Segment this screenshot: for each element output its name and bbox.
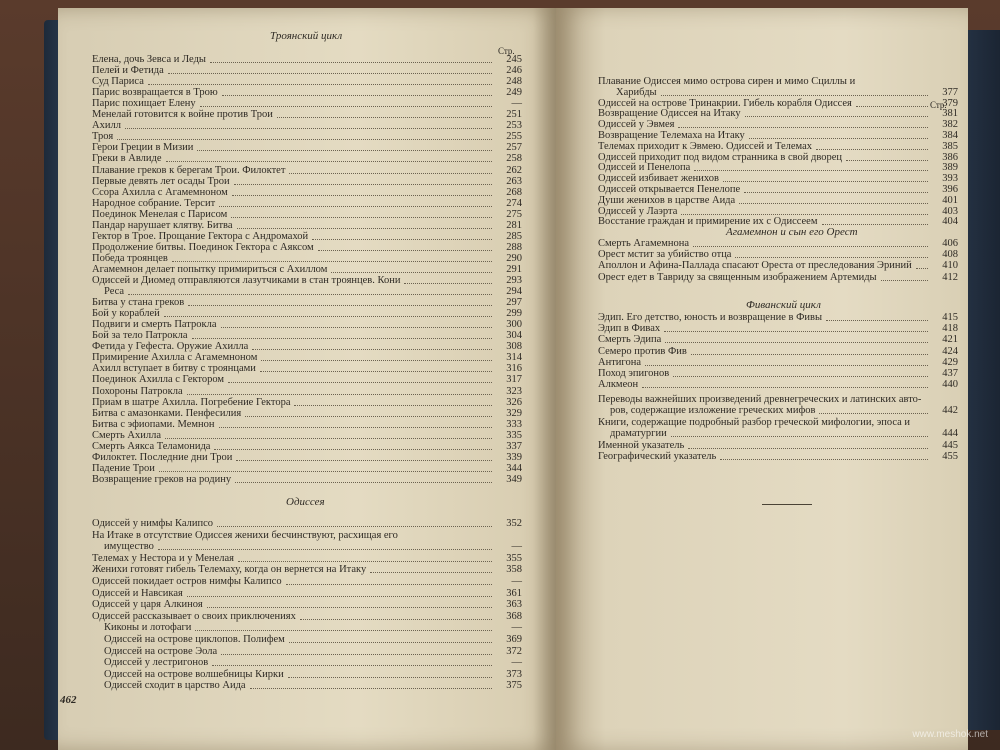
- toc-leader-dots: [235, 474, 492, 483]
- toc-entry: [92, 680, 522, 692]
- toc-entry: [92, 611, 522, 623]
- page-column-label: Стр.: [498, 46, 515, 56]
- toc-leader-dots: [745, 108, 928, 117]
- toc-leader-dots: [117, 131, 492, 140]
- toc-entry-title: Суд Париса: [92, 76, 144, 88]
- toc-entry-title: Ахилл вступает в битву с троянцами: [92, 363, 256, 375]
- toc-entry: [598, 312, 958, 324]
- toc-entry-page: 410: [942, 260, 958, 272]
- toc-entry-title: Одиссей и Пенелопа: [598, 162, 691, 174]
- toc-leader-dots: [318, 242, 492, 251]
- toc-leader-dots: [819, 405, 928, 414]
- toc-leader-dots: [681, 206, 928, 215]
- toc-entry-title: Филоктет. Последние дни Трои: [92, 451, 233, 463]
- toc-entry-title: Возвращение Одиссея на Итаку: [598, 108, 741, 120]
- toc-entry: [598, 238, 958, 250]
- toc-entry-page: —: [511, 98, 522, 110]
- toc-entry-page: 262: [506, 164, 522, 176]
- toc-entry: [92, 553, 522, 565]
- toc-entry-page: —: [511, 576, 522, 587]
- toc-entry-page: 333: [506, 418, 522, 430]
- toc-entry-page: 299: [506, 308, 522, 320]
- toc-entry-title: Агамемнон делает попытку примириться с Ахиллом: [92, 263, 328, 275]
- toc-entry-page: 255: [506, 131, 522, 143]
- toc-leader-dots: [846, 152, 928, 161]
- toc-entry-title: Парис похищает Елену: [92, 98, 196, 110]
- toc-entry-page: 339: [506, 451, 522, 463]
- toc-entry-page: 404: [942, 216, 958, 228]
- toc-entry: [92, 530, 522, 542]
- toc-leader-dots: [300, 611, 492, 620]
- toc-entry-page: 403: [942, 205, 958, 217]
- toc-entry-title: Троя: [92, 131, 114, 143]
- toc-leader-dots: [312, 231, 492, 240]
- toc-entry-title: Елена, дочь Зевса и Леды: [92, 54, 206, 65]
- toc-entry-title: Одиссей у Эвмея: [598, 119, 675, 131]
- toc-leader-dots: [678, 119, 928, 128]
- toc-leader-dots: [234, 176, 492, 185]
- toc-entry-page: 246: [506, 65, 522, 77]
- toc-entry: [92, 657, 522, 669]
- toc-entry-title: Возвращение греков на родину: [92, 473, 232, 485]
- toc-leader-dots: [197, 142, 492, 151]
- toc-entry-title: Орест едет в Тавриду за священным изображением Артемиды: [598, 271, 877, 283]
- toc-entry-page: 406: [942, 238, 958, 249]
- toc-leader-dots: [188, 297, 492, 306]
- toc-entry-title: Поход эпигонов: [598, 368, 670, 379]
- toc-entry-page: 288: [506, 241, 522, 253]
- toc-leader-dots: [192, 330, 492, 339]
- toc-leader-dots: [219, 419, 492, 428]
- toc-leader-dots: [200, 98, 492, 107]
- toc-leader-dots: [671, 428, 928, 437]
- toc-entry-page: 349: [506, 473, 522, 485]
- toc-entry-title: Смерть Агамемнона: [598, 238, 690, 249]
- toc-leader-dots: [856, 98, 928, 107]
- toc-leader-dots: [826, 312, 928, 321]
- toc-entry-title: Антигона: [598, 356, 641, 368]
- toc-entry-title: Ссора Ахилла с Агамемноном: [92, 186, 228, 198]
- toc-entry-title: Бой у кораблей: [92, 308, 160, 320]
- toc-leader-dots: [238, 553, 492, 562]
- toc-leader-dots: [236, 452, 492, 461]
- toc-entry-title: Бой за тело Патрокла: [92, 330, 188, 342]
- toc-entry-title: Похороны Патрокла: [92, 385, 183, 397]
- toc-entry-page: 437: [942, 368, 958, 379]
- toc-entry-page: 285: [506, 230, 522, 242]
- toc-entry: [598, 323, 958, 335]
- toc-leader-dots: [210, 54, 492, 63]
- toc-leader-dots: [231, 209, 492, 218]
- toc-entry-title: Фетида у Гефеста. Оружие Ахилла: [92, 341, 249, 353]
- toc-leader-dots: [693, 238, 928, 247]
- toc-entry: [92, 622, 522, 634]
- toc-entry-title: Греки в Авлиде: [92, 153, 162, 165]
- toc-entry-title: драматургии: [610, 428, 667, 440]
- toc-leader-dots: [294, 397, 492, 406]
- toc-entry-page: 323: [506, 385, 522, 397]
- toc-entry-title: Киконы и лотофаги: [104, 622, 192, 634]
- toc-leader-dots: [744, 184, 928, 193]
- toc-entry-title: Одиссей у нимфы Калипсо: [92, 518, 214, 529]
- watermark: www.meshok.net: [912, 729, 988, 740]
- toc-leader-dots: [195, 622, 492, 631]
- toc-entry: [598, 379, 958, 391]
- toc-leader-dots: [694, 162, 928, 171]
- toc-entry-page: 253: [506, 120, 522, 132]
- toc-entry-page: 444: [942, 428, 958, 440]
- toc-leader-dots: [739, 195, 928, 204]
- page-column-label-right: Стр.: [930, 100, 947, 110]
- toc-entry-title: Орест мстит за убийство отца: [598, 249, 732, 261]
- toc-leader-dots: [822, 216, 928, 225]
- toc-entry: [598, 440, 958, 452]
- toc-leader-dots: [219, 198, 492, 207]
- toc-entry-title: Одиссей на острове волшебницы Кирки: [104, 668, 284, 680]
- right-page: [556, 8, 968, 750]
- toc-entry-title: Географический указатель: [598, 451, 717, 462]
- toc-entry-title: Пелей и Фетида: [92, 65, 164, 77]
- toc-leader-dots: [207, 599, 492, 608]
- toc-entry-title: Одиссей сходит в царство Аида: [104, 680, 246, 692]
- toc-leader-dots: [250, 680, 492, 689]
- toc-entry-title: Менелай готовится к войне против Трои: [92, 109, 273, 121]
- toc-entry-page: 377: [942, 86, 958, 98]
- toc-entry-title: Битва у стана греков: [92, 297, 185, 309]
- toc-leader-dots: [642, 379, 928, 388]
- toc-leader-dots: [673, 368, 928, 377]
- toc-entry-page: 355: [506, 552, 522, 564]
- toc-leader-dots: [661, 87, 928, 96]
- toc-entry-page: 335: [506, 429, 522, 441]
- toc-entry-page: 251: [506, 109, 522, 121]
- toc-entry-title: Одиссей на острове Эола: [104, 645, 218, 657]
- toc-leader-dots: [370, 564, 492, 573]
- toc-entry-page: 393: [942, 173, 958, 185]
- toc-leader-dots: [212, 657, 492, 666]
- toc-entry-page: —: [511, 657, 522, 669]
- toc-entry-title: Поединок Ахилла с Гектором: [92, 374, 225, 386]
- toc-entry: [598, 405, 958, 417]
- toc-entry: [598, 428, 958, 440]
- toc-leader-dots: [148, 76, 492, 85]
- toc-entry-page: 290: [506, 252, 522, 264]
- toc-leader-dots: [166, 153, 492, 162]
- toc-entry-title: Восстание граждан и примирение их с Одиссеем: [598, 216, 818, 228]
- toc-entry-title: Одиссей рассказывает о своих приключениях: [92, 610, 296, 622]
- toc-entry-title: Одиссей на острове Тринакрии. Гибель корабля Одиссея: [598, 97, 852, 109]
- toc-entry-title: Одиссей у Лаэрта: [598, 205, 678, 217]
- toc-entry: [598, 346, 958, 358]
- toc-entry-page: 379: [942, 97, 958, 109]
- toc-entry-title: Именной указатель: [598, 439, 685, 451]
- toc-entry-page: 294: [506, 286, 522, 298]
- toc-entry-page: 418: [942, 323, 958, 335]
- toc-entry-page: 308: [506, 341, 522, 353]
- toc-entry-page: 317: [506, 374, 522, 386]
- toc-entry-page: 258: [506, 153, 522, 165]
- toc-entry-title: Ахилл: [92, 120, 121, 132]
- toc-leader-dots: [128, 286, 492, 295]
- toc-entry-title: Герои Греции в Мизии: [92, 142, 194, 154]
- toc-entry-page: 304: [506, 330, 522, 342]
- toc-entry-page: 314: [506, 352, 522, 364]
- toc-entry-title: Первые девять лет осады Трои: [92, 175, 230, 187]
- toc-entry: [598, 272, 958, 284]
- toc-leader-dots: [916, 260, 928, 269]
- toc-entry-title: Харибды: [616, 86, 657, 98]
- toc-entry: [92, 518, 522, 530]
- toc-entry: [598, 394, 958, 406]
- toc-leader-dots: [691, 346, 928, 355]
- toc-entry-page: 369: [506, 634, 522, 645]
- toc-entry-page: 249: [506, 87, 522, 99]
- toc-leader-dots: [645, 357, 928, 366]
- toc-entry-page: 344: [506, 462, 522, 474]
- toc-entry-page: 424: [942, 345, 958, 357]
- toc-entry-title: Одиссей приходит под видом странника в свой дворец: [598, 151, 842, 163]
- toc-entry-page: 245: [506, 54, 522, 65]
- toc-leader-dots: [735, 249, 928, 258]
- toc-entry: [598, 451, 958, 463]
- toc-entry-page: 373: [506, 668, 522, 680]
- toc-leader-dots: [261, 352, 492, 361]
- toc-entry-title: Одиссей у лестригонов: [104, 657, 209, 669]
- toc-entry-title: Смерть Ахилла: [92, 429, 162, 441]
- toc-entry-page: 352: [506, 518, 522, 529]
- left-page: [58, 8, 558, 750]
- toc-entry: [598, 260, 958, 272]
- toc-leader-dots: [221, 319, 492, 328]
- toc-entry-page: 300: [506, 319, 522, 331]
- toc-entry: [92, 474, 522, 486]
- toc-entry-page: —: [511, 622, 522, 634]
- toc-entry-title: Примирение Ахилла с Агамемноном: [92, 352, 258, 364]
- toc-entry-title: Плавание Одиссея мимо острова сирен и мимо Сциллы и: [598, 76, 856, 87]
- toc-entry-title: Книги, содержащие подробный разбор греческой мифологии, эпоса и: [598, 416, 911, 428]
- toc-leader-dots: [187, 386, 492, 395]
- toc-leader-dots: [749, 130, 928, 139]
- toc-entry-title: Смерть Эдипа: [598, 334, 662, 346]
- toc-entry-title: Смерть Аякса Теламонида: [92, 440, 211, 452]
- toc-entry-title: Падение Трои: [92, 462, 155, 474]
- toc-entry-title: Души женихов в царстве Аида: [598, 194, 736, 206]
- toc-leader-dots: [331, 264, 492, 273]
- toc-entry-page: 384: [942, 130, 958, 141]
- toc-entry-title: Телемах у Нестора и у Менелая: [92, 552, 234, 564]
- toc-entry-page: 363: [506, 599, 522, 611]
- toc-leader-dots: [289, 165, 492, 174]
- toc-entry-title: Одиссей избивает женихов: [598, 173, 719, 185]
- toc-leader-dots: [289, 634, 492, 643]
- toc-leader-dots: [165, 430, 492, 439]
- toc-entry-title: Реса: [104, 286, 125, 298]
- toc-leader-dots: [404, 275, 492, 284]
- toc-entry-title: Парис возвращается в Трою: [92, 87, 218, 99]
- toc-entry-page: 358: [506, 564, 522, 576]
- toc-entry-page: 389: [942, 162, 958, 174]
- toc-entry: [92, 541, 522, 553]
- toc-entry-title: Гектор в Трое. Прощание Гектора с Андромахой: [92, 230, 309, 242]
- toc-entry-title: имущество: [104, 541, 154, 553]
- toc-leader-dots: [245, 408, 492, 417]
- toc-entry-page: 385: [942, 140, 958, 152]
- toc-entry: [598, 249, 958, 261]
- toc-leader-dots: [277, 109, 492, 118]
- toc-entry-page: 415: [942, 312, 958, 323]
- toc-leader-dots: [221, 646, 492, 655]
- toc-leader-dots: [881, 272, 928, 281]
- toc-entry-page: 401: [942, 194, 958, 206]
- toc-entry-title: Одиссей у царя Алкиноя: [92, 599, 203, 611]
- toc-entry-title: Битва с амазонками. Пенфесилия: [92, 407, 242, 419]
- toc-entry: [598, 368, 958, 380]
- trojan-cycle-title: Троянский цикл: [270, 30, 343, 42]
- toc-leader-dots: [187, 588, 492, 597]
- toc-entry: [92, 669, 522, 681]
- toc-entry-page: 375: [506, 680, 522, 692]
- toc-leader-dots: [723, 173, 928, 182]
- toc-leader-dots: [214, 441, 492, 450]
- toc-entry-title: Продолжение битвы. Поединок Гектора с Аяксом: [92, 241, 314, 253]
- toc-leader-dots: [217, 518, 492, 527]
- toc-entry: [598, 334, 958, 346]
- toc-leader-dots: [664, 323, 928, 332]
- toc-leader-dots: [665, 334, 928, 343]
- toc-entry-page: 455: [942, 451, 958, 462]
- toc-leader-dots: [288, 669, 492, 678]
- toc-entry-title: Поединок Менелая с Парисом: [92, 208, 228, 220]
- toc-entry-page: 382: [942, 119, 958, 131]
- toc-entry-page: 372: [506, 645, 522, 657]
- toc-entry-title: Одиссей покидает остров нимфы Калипсо: [92, 576, 282, 587]
- odyssey-title: Одиссея: [286, 496, 325, 508]
- toc-leader-dots: [237, 220, 492, 229]
- toc-entry-title: Битва с эфиопами. Мемнон: [92, 418, 215, 430]
- toc-leader-dots: [164, 308, 492, 317]
- toc-entry-page: 396: [942, 184, 958, 195]
- toc-entry-page: 386: [942, 151, 958, 163]
- theban-title: Фиванский цикл: [746, 299, 821, 311]
- section-divider: [762, 504, 812, 505]
- toc-leader-dots: [286, 576, 492, 585]
- toc-entry-page: 381: [942, 108, 958, 120]
- toc-entry: [92, 564, 522, 576]
- toc-entry-title: Подвиги и смерть Патрокла: [92, 319, 217, 331]
- toc-entry-title: ров, содержащие изложение греческих мифов: [610, 405, 816, 417]
- toc-entry-title: Возвращение Телемаха на Итаку: [598, 130, 745, 141]
- toc-leader-dots: [260, 363, 492, 372]
- toc-entry-page: 316: [506, 363, 522, 375]
- toc-entry-title: На Итаке в отсутствие Одиссея женихи бесчинствуют, расхищая его: [92, 529, 398, 541]
- toc-entry-page: 291: [506, 263, 522, 275]
- toc-leader-dots: [688, 440, 928, 449]
- toc-leader-dots: [168, 65, 492, 74]
- toc-entry-page: 337: [506, 440, 522, 452]
- toc-leader-dots: [252, 341, 492, 350]
- toc-entry-page: 442: [942, 405, 958, 417]
- toc-entry-page: —: [511, 541, 522, 553]
- toc-entry: [92, 634, 522, 646]
- toc-entry-page: 421: [942, 334, 958, 346]
- toc-entry-page: 268: [506, 186, 522, 198]
- toc-entry-title: Телемах приходит к Эвмею. Одиссей и Телемах: [598, 140, 813, 152]
- toc-leader-dots: [125, 120, 492, 129]
- page-number: 462: [60, 694, 77, 706]
- toc-entry-title: Одиссей открывается Пенелопе: [598, 184, 741, 195]
- toc-entry-page: 263: [506, 175, 522, 187]
- agamemnon-title: Агамемнон и сын его Орест: [726, 226, 858, 238]
- toc-entry-page: 297: [506, 297, 522, 309]
- toc-entry-title: Семеро против Фив: [598, 345, 687, 357]
- toc-entry-page: 329: [506, 407, 522, 419]
- toc-entry-page: 368: [506, 610, 522, 622]
- toc-entry: [92, 646, 522, 658]
- toc-entry-page: 361: [506, 587, 522, 599]
- toc-entry-title: Алкмеон: [598, 379, 639, 391]
- toc-entry-page: 274: [506, 197, 522, 209]
- toc-entry-title: Народное собрание. Терсит: [92, 197, 216, 209]
- toc-entry-page: 281: [506, 219, 522, 231]
- toc-entry-page: 412: [942, 271, 958, 283]
- toc-entry: [92, 599, 522, 611]
- toc-leader-dots: [159, 463, 492, 472]
- toc-entry-title: Приам в шатре Ахилла. Погребение Гектора: [92, 396, 291, 408]
- toc-entry-title: Одиссей на острове циклопов. Полифем: [104, 634, 285, 645]
- toc-leader-dots: [816, 141, 928, 150]
- toc-leader-dots: [228, 374, 492, 383]
- toc-entry-title: Аполлон и Афина-Паллада спасают Ореста от преследования Эриний: [598, 260, 912, 272]
- toc-entry-title: Переводы важнейших произведений древнегреческих и латинских авто-: [598, 394, 922, 405]
- toc-entry-page: 429: [942, 356, 958, 368]
- toc-entry-title: Одиссей и Диомед отправляются лазутчиками в стан троянцев. Кони: [92, 275, 401, 286]
- toc-leader-dots: [222, 87, 492, 96]
- toc-entry-page: 257: [506, 142, 522, 154]
- toc-leader-dots: [232, 187, 492, 196]
- toc-entry-page: 275: [506, 208, 522, 220]
- toc-entry-title: Эдип в Фивах: [598, 323, 661, 335]
- toc-entry-page: 293: [506, 275, 522, 286]
- toc-entry: [92, 588, 522, 600]
- toc-entry-page: 440: [942, 379, 958, 391]
- toc-entry: [92, 576, 522, 588]
- toc-entry-page: 248: [506, 76, 522, 88]
- toc-leader-dots: [720, 451, 928, 460]
- toc-entry-page: 445: [942, 439, 958, 451]
- toc-entry-title: Пандар нарушает клятву. Битва: [92, 219, 233, 231]
- toc-entry: [598, 417, 958, 429]
- toc-entry: [598, 357, 958, 369]
- toc-entry-page: 408: [942, 249, 958, 261]
- toc-entry-page: 326: [506, 396, 522, 408]
- toc-leader-dots: [158, 541, 492, 550]
- toc-leader-dots: [172, 253, 492, 262]
- toc-entry-title: Одиссей и Навсикая: [92, 587, 183, 599]
- toc-entry-title: Плавание греков к берегам Трои. Филоктет: [92, 164, 286, 176]
- toc-entry-title: Победа троянцев: [92, 252, 168, 264]
- toc-entry-title: Эдип. Его детство, юность и возвращение в Фивы: [598, 312, 823, 323]
- toc-entry-title: Женихи готовят гибель Телемаху, когда он вернется на Итаку: [92, 564, 367, 576]
